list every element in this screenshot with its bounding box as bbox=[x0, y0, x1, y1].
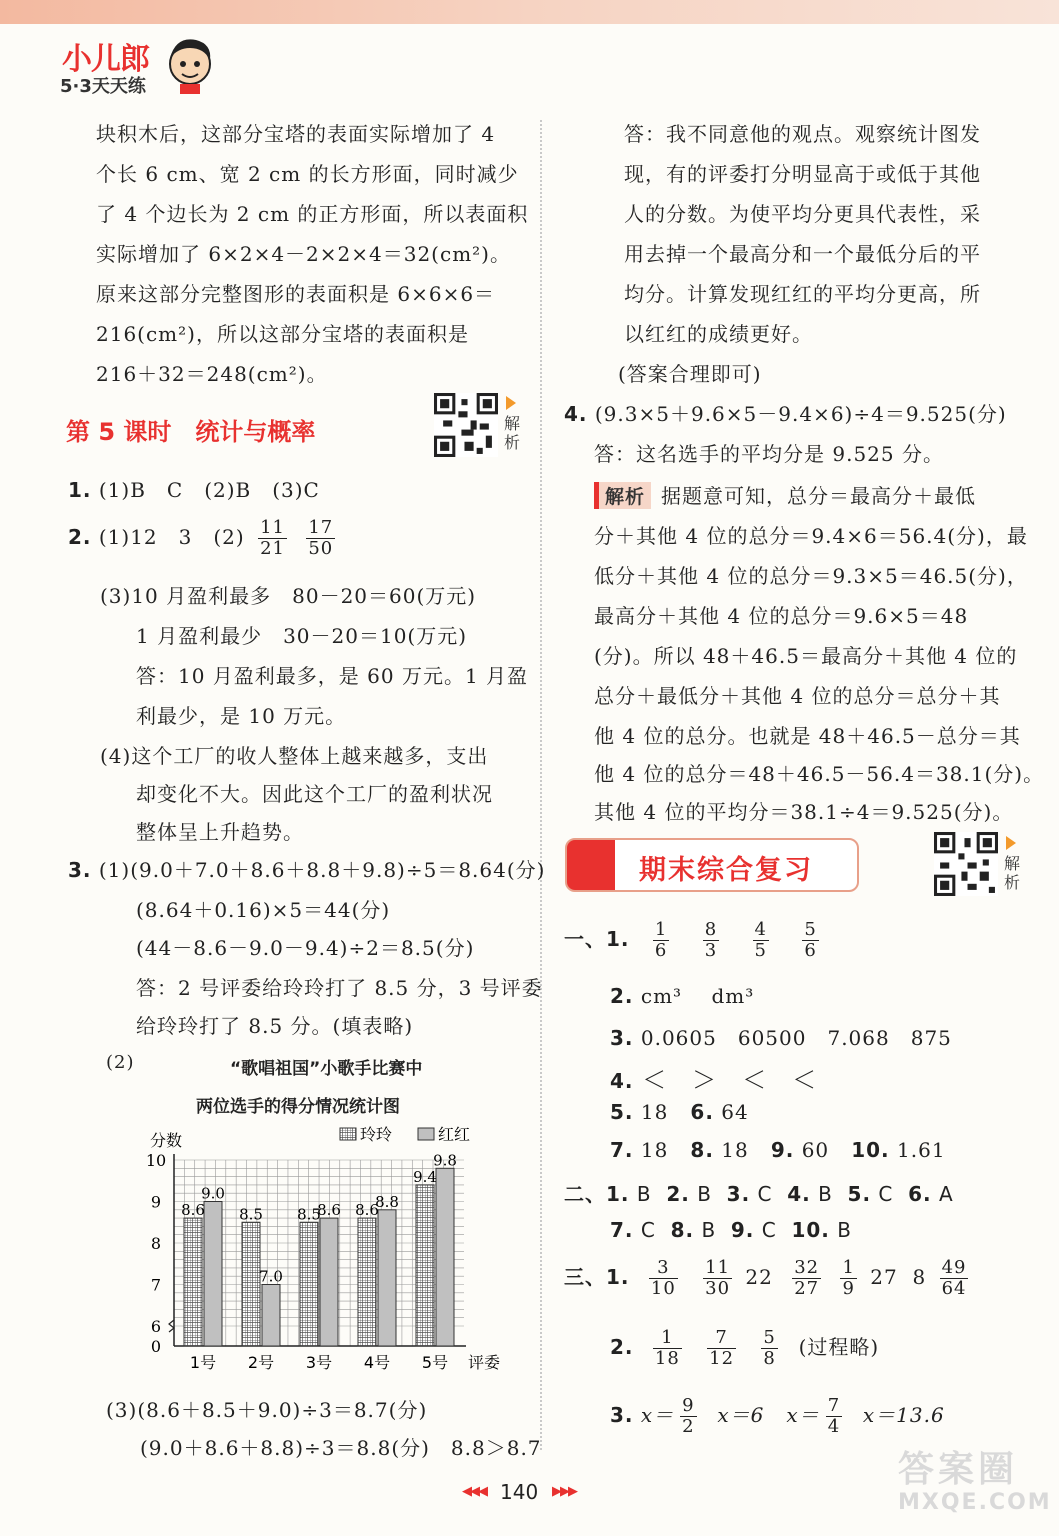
question-number: 1. bbox=[68, 478, 92, 502]
text-line: 他 4 位的总分＝48＋46.5－56.4＝38.1(分)。 bbox=[594, 762, 1045, 786]
data-label: 9.8 bbox=[433, 1151, 457, 1170]
text-line: (答案合理即可) bbox=[618, 362, 762, 386]
question-number: 10. bbox=[851, 1138, 890, 1162]
legend-swatch-honghong bbox=[418, 1128, 434, 1140]
y-axis-label: 分数 bbox=[150, 1131, 183, 1150]
fraction bbox=[761, 1328, 777, 1369]
legend-label: 玲玲 bbox=[360, 1125, 393, 1144]
question-number: 10. bbox=[791, 1218, 830, 1242]
denominator: 9 bbox=[842, 1278, 855, 1299]
text-line: 均分。计算发现红红的平均分更高，所 bbox=[624, 282, 981, 306]
data-label: 8.6 bbox=[317, 1201, 341, 1220]
watermark bbox=[898, 1450, 1052, 1516]
text-line: 分＋其他 4 位的总分＝9.4×6＝56.4(分)，最 bbox=[594, 524, 1028, 548]
data-label: 8.5 bbox=[239, 1205, 263, 1224]
s2-row2 bbox=[610, 1218, 852, 1242]
denominator: 21 bbox=[260, 538, 285, 559]
question-number: 2. bbox=[68, 525, 92, 549]
s1-row1 bbox=[564, 920, 825, 961]
s2-row1 bbox=[564, 1178, 954, 1207]
text-line: (44－8.6－9.0－9.4)÷2＝8.5(分) bbox=[136, 936, 475, 960]
question-number: 6. bbox=[690, 1100, 714, 1124]
answer-text: C bbox=[757, 1182, 773, 1206]
question-3 bbox=[68, 854, 545, 883]
bar-honghong bbox=[262, 1285, 280, 1347]
s1-q4 bbox=[610, 1060, 817, 1095]
text-line: 答：我不同意他的观点。观察统计图发 bbox=[624, 122, 981, 146]
numerator: 11 bbox=[260, 517, 285, 538]
text-line: 原来这部分完整图形的表面积是 6×6×6＝ bbox=[96, 282, 496, 306]
text-line: 他 4 位的总分。也就是 48＋46.5－总分＝其 bbox=[594, 724, 1021, 748]
answer-text: x＝ bbox=[786, 1403, 820, 1427]
x-axis-label: 评委 bbox=[468, 1353, 501, 1372]
s3-row3 bbox=[610, 1396, 945, 1437]
review-banner bbox=[565, 838, 859, 892]
numerator: 9 bbox=[682, 1395, 695, 1416]
question-number: 4. bbox=[787, 1182, 811, 1206]
section-label: 三、 bbox=[564, 1265, 606, 1289]
answer-text: (9.3×5＋9.6×5－9.4×6)÷4＝9.525(分) bbox=[594, 402, 1007, 426]
answer-text: cm³ bbox=[640, 984, 683, 1008]
text-line: 个长 6 cm、宽 2 cm 的长方形面，同时减少 bbox=[96, 162, 519, 186]
text-line: 216(cm²)，所以这部分宝塔的表面积是 bbox=[96, 322, 469, 346]
bar-lingling bbox=[416, 1185, 434, 1346]
question-number: 9. bbox=[770, 1138, 795, 1162]
numerator: 32 bbox=[794, 1257, 820, 1278]
text-line: 低分＋其他 4 位的总分＝9.3×5＝46.5(分)， bbox=[594, 564, 1028, 588]
fraction bbox=[703, 920, 719, 961]
analysis-text: 据题意可知，总分＝最高分＋最低 bbox=[661, 484, 977, 508]
answer-text: A bbox=[938, 1182, 954, 1206]
mascot-icon bbox=[166, 36, 214, 94]
denominator: 3 bbox=[704, 940, 718, 961]
bar-honghong bbox=[204, 1202, 222, 1347]
denominator: 27 bbox=[794, 1278, 820, 1299]
data-label: 8.6 bbox=[181, 1201, 205, 1220]
fraction bbox=[940, 1258, 969, 1299]
question-number: 4. bbox=[610, 1069, 634, 1093]
s1-q3 bbox=[610, 1022, 952, 1051]
question-number: 8. bbox=[690, 1138, 714, 1162]
analysis-first bbox=[594, 480, 976, 509]
text-line: (3)10 月盈利最多 80－20＝60(万元) bbox=[100, 584, 477, 608]
brand-series: 5·3天天练 bbox=[60, 76, 146, 97]
chart-title: “歌唱祖国”小歌手比赛中 bbox=[230, 1059, 423, 1079]
question-number: 4. bbox=[564, 402, 588, 426]
question-number: 8. bbox=[670, 1218, 695, 1242]
section-label: 二、 bbox=[564, 1182, 606, 1206]
text-line: (8.64＋0.16)×5＝44(分) bbox=[136, 898, 391, 922]
question-4 bbox=[564, 398, 1007, 427]
text-line: 以红红的成绩更好。 bbox=[624, 322, 813, 346]
answer-text: 18 bbox=[640, 1138, 669, 1162]
fraction bbox=[792, 1258, 821, 1299]
x-tick-label: 5号 bbox=[421, 1353, 449, 1372]
fraction bbox=[306, 518, 335, 559]
text-line: (4)这个工厂的收人整体上越来越多，支出 bbox=[100, 744, 489, 768]
text-line: 用去掉一个最高分和一个最低分后的平 bbox=[624, 242, 981, 266]
fraction bbox=[258, 518, 287, 559]
text-line: (分)。所以 48＋46.5＝最高分＋其他 4 位的 bbox=[594, 644, 1018, 668]
denominator: 10 bbox=[650, 1278, 676, 1299]
answer-text: B bbox=[697, 1182, 712, 1206]
question-number: 7. bbox=[610, 1138, 634, 1162]
fraction bbox=[649, 1258, 678, 1299]
text-line: 利最少，是 10 万元。 bbox=[136, 704, 347, 728]
fraction bbox=[653, 920, 669, 961]
answer-text: 22 bbox=[745, 1265, 773, 1289]
text-line: 实际增加了 6×2×4－2×2×4＝32(cm²)。 bbox=[96, 242, 511, 266]
fraction bbox=[840, 1258, 856, 1299]
answer-text: B bbox=[701, 1218, 717, 1242]
question-2 bbox=[68, 518, 341, 559]
s1-q5-q6 bbox=[610, 1100, 749, 1124]
numerator: 4 bbox=[754, 919, 767, 940]
part-label: (2) bbox=[106, 1052, 135, 1073]
next-arrows-icon: ▶▶▶ bbox=[552, 1484, 576, 1499]
answer-text: (1)(9.0＋7.0＋8.6＋8.8＋9.8)÷5＝8.64(分) bbox=[98, 858, 546, 882]
numerator: 8 bbox=[704, 919, 718, 940]
answer-text: dm³ bbox=[711, 984, 755, 1008]
bar-chart bbox=[130, 1120, 510, 1376]
text-line: 却变化不大。因此这个工厂的盈利状况 bbox=[136, 782, 493, 806]
data-label: 8.8 bbox=[375, 1192, 399, 1211]
y-tick-label: 6 bbox=[150, 1317, 162, 1336]
question-number: 6. bbox=[908, 1182, 932, 1206]
bar-lingling bbox=[242, 1222, 260, 1346]
numerator: 1 bbox=[842, 1257, 855, 1278]
answer-text: 8 bbox=[912, 1265, 927, 1289]
review-title: 期末综合复习 bbox=[639, 855, 813, 886]
text-line: 总分＋最低分＋其他 4 位的总分＝总分＋其 bbox=[594, 684, 1001, 708]
play-icon bbox=[1006, 836, 1016, 850]
qr-label: 解析 bbox=[1004, 854, 1021, 892]
numerator: 1 bbox=[654, 919, 668, 940]
fraction bbox=[703, 1258, 732, 1299]
brand-name: 小儿郎 bbox=[62, 42, 149, 77]
fraction bbox=[680, 1396, 696, 1437]
qr-code-icon[interactable] bbox=[934, 832, 998, 896]
denominator: 4 bbox=[827, 1416, 841, 1437]
data-label: 9.0 bbox=[201, 1184, 225, 1203]
text-line: (9.0＋8.6＋8.8)÷3＝8.8(分) 8.8＞8.7 bbox=[140, 1436, 542, 1460]
denominator: 18 bbox=[654, 1348, 680, 1369]
text-line: 答：2 号评委给玲玲打了 8.5 分，3 号评委 bbox=[136, 976, 543, 1000]
answer-text: 27 bbox=[870, 1265, 898, 1289]
text-line: 答：10 月盈利最多，是 60 万元。1 月盈 bbox=[136, 664, 529, 688]
s1-q2 bbox=[610, 984, 754, 1008]
x-tick-label: 3号 bbox=[305, 1353, 333, 1372]
answer-text: C bbox=[640, 1218, 656, 1242]
answer-text: x＝6 bbox=[717, 1403, 765, 1427]
question-number: 2. bbox=[610, 1335, 634, 1359]
bar-lingling bbox=[184, 1218, 202, 1346]
watermark-bottom: MXQE.COM bbox=[898, 1490, 1052, 1515]
text-line: 了 4 个边长为 2 cm 的正方形面，所以表面积 bbox=[96, 202, 529, 226]
bar-honghong bbox=[320, 1218, 338, 1346]
qr-label: 解析 bbox=[504, 414, 521, 452]
page-number: 140 bbox=[500, 1480, 539, 1504]
question-number: 1. bbox=[606, 1265, 630, 1289]
question-number: 1. bbox=[606, 1182, 630, 1206]
qr-code-icon[interactable] bbox=[434, 393, 498, 457]
denominator: 50 bbox=[308, 538, 334, 559]
denominator: 64 bbox=[941, 1278, 967, 1299]
answer-text: 1.61 bbox=[897, 1138, 946, 1162]
fraction bbox=[753, 920, 769, 961]
x-tick-label: 1号 bbox=[189, 1353, 217, 1372]
top-band bbox=[0, 0, 1059, 24]
denominator: 2 bbox=[682, 1416, 695, 1437]
numerator: 11 bbox=[705, 1257, 731, 1278]
numerator: 5 bbox=[804, 919, 817, 940]
denominator: 12 bbox=[709, 1348, 735, 1369]
answer-text: C bbox=[878, 1182, 894, 1206]
y-tick-label: 10 bbox=[145, 1151, 167, 1170]
question-number: 3. bbox=[610, 1026, 634, 1050]
s3-row1 bbox=[564, 1258, 974, 1299]
chart-subtitle: 两位选手的得分情况统计图 bbox=[196, 1097, 400, 1117]
data-label: 7.0 bbox=[259, 1267, 283, 1286]
denominator: 30 bbox=[705, 1278, 731, 1299]
question-number: 2. bbox=[666, 1182, 690, 1206]
bar-honghong bbox=[436, 1168, 454, 1346]
question-number: 7. bbox=[610, 1218, 634, 1242]
answer-text: x＝13.6 bbox=[862, 1403, 945, 1427]
answer-text: (过程略) bbox=[798, 1335, 880, 1359]
text-line: 给玲玲打了 8.5 分。(填表略) bbox=[136, 1014, 414, 1038]
data-label: 9.4 bbox=[413, 1167, 437, 1186]
y-tick-label: 7 bbox=[150, 1275, 162, 1295]
bar-lingling bbox=[358, 1218, 376, 1346]
bar-lingling bbox=[300, 1222, 318, 1346]
watermark-top: 答案圈 bbox=[898, 1449, 1019, 1490]
legend-swatch-lingling bbox=[340, 1128, 356, 1140]
question-number: 3. bbox=[726, 1182, 751, 1206]
question-number: 5. bbox=[847, 1182, 872, 1206]
numerator: 7 bbox=[827, 1395, 841, 1416]
text-line: (3)(8.6＋8.5＋9.0)÷3＝8.7(分) bbox=[106, 1398, 428, 1422]
denominator: 8 bbox=[763, 1348, 776, 1369]
text-line: 块积木后，这部分宝塔的表面实际增加了 4 bbox=[96, 122, 496, 146]
text-line: 最高分＋其他 4 位的总分＝9.6×5＝48 bbox=[594, 604, 969, 628]
text-line: 现，有的评委打分明显高于或低于其他 bbox=[624, 162, 981, 186]
fraction bbox=[653, 1328, 682, 1369]
y-tick-label: 0 bbox=[150, 1337, 162, 1356]
question-number: 3. bbox=[610, 1403, 634, 1427]
text-line: 人的分数。为使平均分更具代表性，采 bbox=[624, 202, 981, 226]
section-label: 一、 bbox=[564, 927, 606, 951]
answer-text: C bbox=[761, 1218, 777, 1242]
fraction bbox=[707, 1328, 736, 1369]
x-tick-label: 4号 bbox=[363, 1353, 391, 1372]
column-divider bbox=[540, 120, 542, 1450]
answer-text: 60 bbox=[801, 1138, 830, 1162]
data-label: 8.6 bbox=[355, 1201, 379, 1220]
y-tick-label: 9 bbox=[150, 1192, 162, 1212]
answer-text: 0.0605 60500 7.068 875 bbox=[640, 1026, 952, 1050]
text-line: 216＋32＝248(cm²)。 bbox=[96, 362, 328, 386]
question-number: 3. bbox=[68, 858, 92, 882]
x-tick-label: 2号 bbox=[247, 1353, 275, 1372]
fraction bbox=[802, 920, 818, 961]
numerator: 1 bbox=[653, 1328, 682, 1349]
answer-text: B bbox=[837, 1218, 852, 1242]
answer-text: x＝ bbox=[640, 1403, 675, 1427]
question-number: 1. bbox=[606, 927, 630, 951]
answer-text: 64 bbox=[721, 1100, 749, 1124]
brand-logo bbox=[58, 34, 218, 98]
s3-row2 bbox=[610, 1328, 879, 1369]
denominator: 6 bbox=[654, 940, 668, 961]
text-line: 其他 4 位的平均分＝38.1÷4＝9.525(分)。 bbox=[594, 800, 1014, 824]
analysis-badge: 解析 bbox=[594, 482, 651, 509]
answer-text: ＜ ＞ ＜ ＜ bbox=[642, 1066, 818, 1094]
text-line: 整体呈上升趋势。 bbox=[136, 820, 304, 844]
question-number: 2. bbox=[610, 984, 634, 1008]
numerator: 49 bbox=[941, 1257, 967, 1278]
numerator: 3 bbox=[649, 1258, 678, 1279]
bar-honghong bbox=[378, 1210, 396, 1346]
text-line: 答：这名选手的平均分是 9.525 分。 bbox=[594, 442, 944, 466]
legend-label: 红红 bbox=[438, 1125, 471, 1144]
play-icon bbox=[506, 396, 516, 410]
answer-text: (1)B C (2)B (3)C bbox=[98, 478, 320, 502]
section-title: 第 5 课时 统计与概率 bbox=[66, 418, 316, 446]
denominator: 5 bbox=[754, 940, 767, 961]
answer-text: 18 bbox=[640, 1100, 669, 1124]
answer-text: B bbox=[818, 1182, 833, 1206]
question-1 bbox=[68, 474, 320, 503]
answer-text: B bbox=[636, 1182, 652, 1206]
denominator: 6 bbox=[804, 940, 817, 961]
prev-arrows-icon: ◀◀◀ bbox=[462, 1484, 486, 1499]
data-label: 8.5 bbox=[297, 1205, 321, 1224]
numerator: 17 bbox=[308, 517, 334, 538]
y-tick-label: 8 bbox=[150, 1234, 162, 1253]
numerator: 5 bbox=[763, 1327, 776, 1348]
answer-text: (1)12 3 (2) bbox=[98, 525, 245, 549]
fraction bbox=[826, 1396, 842, 1437]
answer-text: 18 bbox=[721, 1138, 749, 1162]
s1-q7-q10 bbox=[610, 1138, 946, 1162]
question-number: 5. bbox=[610, 1100, 634, 1124]
question-number: 9. bbox=[730, 1218, 755, 1242]
numerator: 7 bbox=[707, 1328, 736, 1349]
text-line: 1 月盈利最少 30－20＝10(万元) bbox=[136, 624, 468, 648]
